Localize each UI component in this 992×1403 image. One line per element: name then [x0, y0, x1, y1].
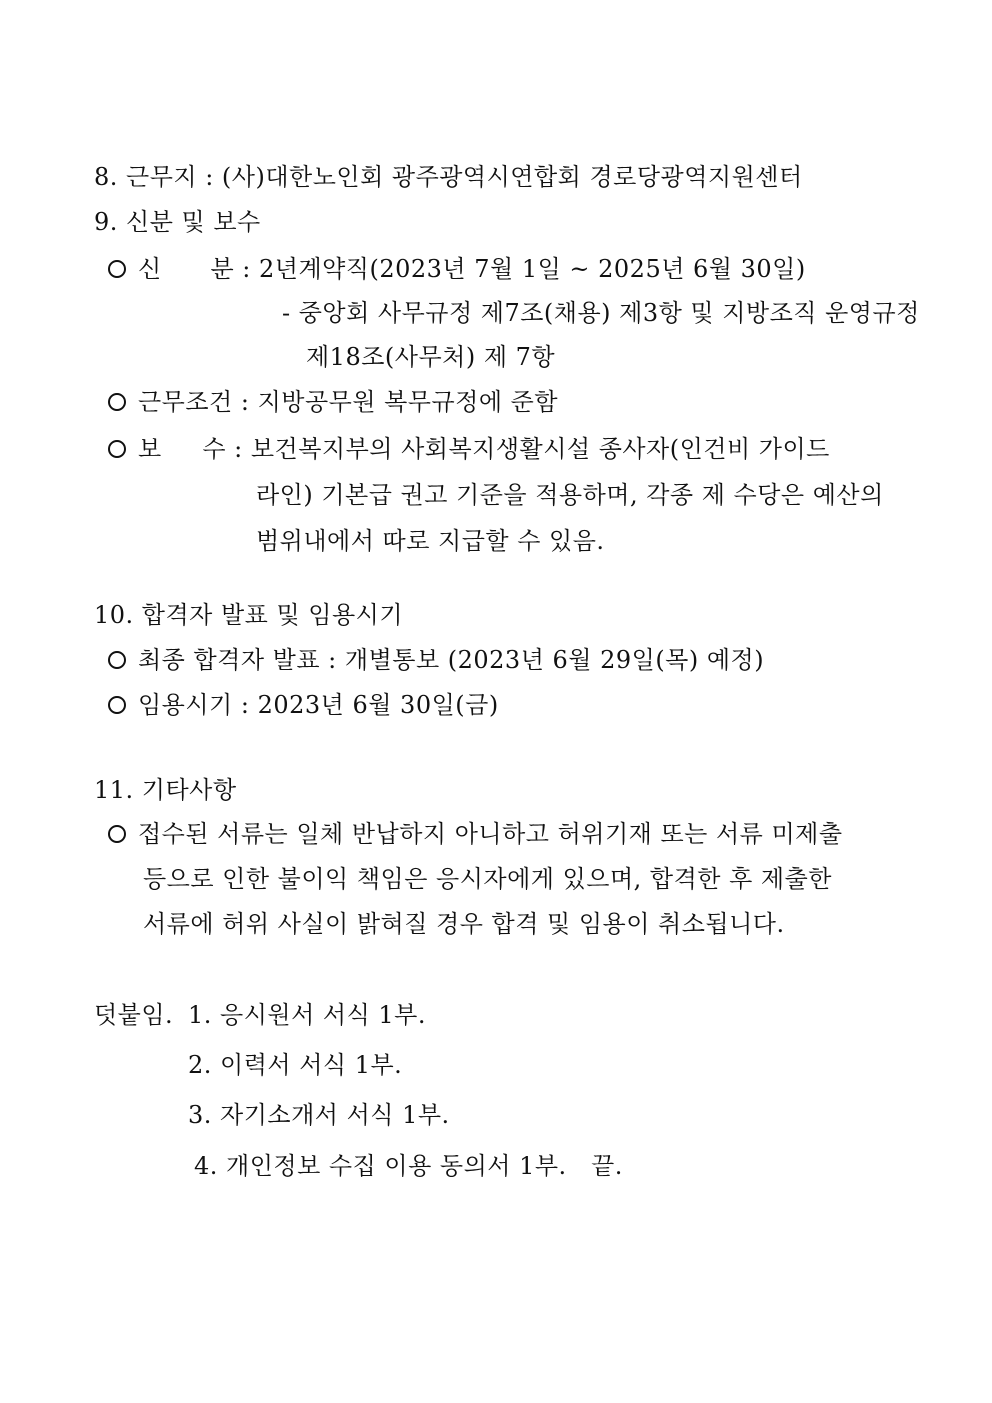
misc-text-line-1: 접수된 서류는 일체 반납하지 아니하고 허위기재 또는 서류 미제출	[138, 820, 843, 848]
attachment-item-2: 2. 이력서 서식 1부.	[188, 1051, 403, 1079]
attachment-item-4: 4. 개인정보 수집 이용 동의서 1부. 끝.	[194, 1152, 623, 1180]
circle-bullet-icon	[108, 393, 126, 411]
attachments-label: 덧붙임.	[94, 1001, 174, 1029]
salary-item	[108, 434, 830, 464]
section-9-heading: 9. 신분 및 보수	[94, 208, 261, 236]
salary-text-line-1: 보 수 : 보건복지부의 사회복지생활시설 종사자(인건비 가이드	[138, 435, 830, 463]
attachment-item-1: 1. 응시원서 서식 1부.	[188, 1001, 426, 1029]
status-note-line-1: - 중앙회 사무규정 제7조(채용) 제3항 및 지방조직 운영규정	[282, 299, 920, 327]
misc-item	[108, 819, 843, 849]
final-announcement-text: 최종 합격자 발표 : 개별통보 (2023년 6월 29일(목) 예정)	[138, 646, 765, 674]
circle-bullet-icon	[108, 651, 126, 669]
work-conditions-text: 근무조건 : 지방공무원 복무규정에 준함	[138, 388, 559, 416]
section-10-heading: 10. 합격자 발표 및 임용시기	[94, 601, 404, 629]
misc-text-line-3: 서류에 허위 사실이 밝혀질 경우 합격 및 임용이 취소됩니다.	[143, 910, 785, 938]
circle-bullet-icon	[108, 825, 126, 843]
status-text: 신 분 : 2년계약직(2023년 7월 1일 ~ 2025년 6월 30일)	[138, 255, 806, 283]
salary-text-line-2: 라인) 기본급 권고 기준을 적용하며, 각종 제 수당은 예산의	[256, 481, 884, 509]
circle-bullet-icon	[108, 440, 126, 458]
circle-bullet-icon	[108, 260, 126, 278]
section-8-workplace: 8. 근무지 : (사)대한노인회 광주광역시연합회 경로당광역지원센터	[94, 163, 803, 191]
appointment-date-text: 임용시기 : 2023년 6월 30일(금)	[138, 691, 499, 719]
status-note-line-2: 제18조(사무처) 제 7항	[306, 343, 556, 371]
attachment-item-3: 3. 자기소개서 서식 1부.	[188, 1101, 450, 1129]
circle-bullet-icon	[108, 696, 126, 714]
appointment-date-item	[108, 690, 499, 720]
work-conditions-item	[108, 387, 558, 417]
salary-text-line-3: 범위내에서 따로 지급할 수 있음.	[256, 527, 605, 555]
misc-text-line-2: 등으로 인한 불이익 책임은 응시자에게 있으며, 합격한 후 제출한	[143, 865, 832, 893]
final-announcement-item	[108, 645, 764, 675]
section-11-heading: 11. 기타사항	[94, 776, 237, 804]
status-item	[108, 254, 806, 284]
